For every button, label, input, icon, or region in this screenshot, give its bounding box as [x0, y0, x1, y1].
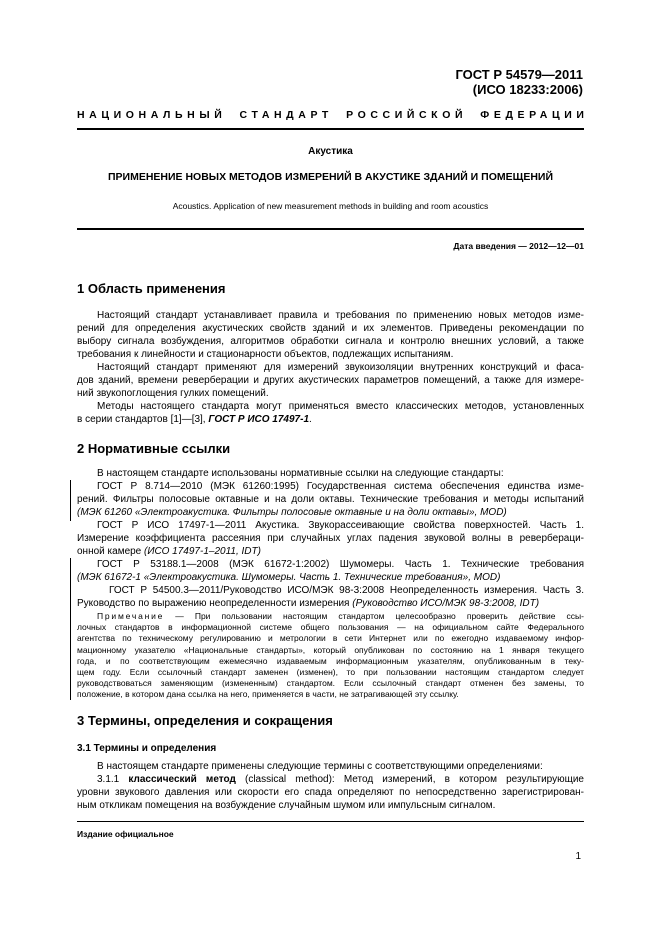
edition-label: Издание официальное: [77, 829, 174, 839]
section-1-paragraph-3: [77, 400, 584, 426]
text-line: В настоящем стандарте применены следующие термины с соответствующими определениями:: [97, 761, 543, 772]
text-line: ным откликам помещения на возбуждение случайным шумом или импульсным сигналом.: [77, 800, 496, 812]
text-line: Настоящий стандарт применяют для измерений звукоизоляции внутренних конструкций и фаса-: [97, 362, 584, 373]
text-line: в серии стандартов [1]—[3], ГОСТ Р ИСО 17497-1.: [77, 414, 312, 426]
text-line: ГОСТ Р 8.714—2010 (МЭК 61260:1995) Государственная система обеспечения единства изме-: [97, 481, 584, 492]
reference-4: [77, 584, 584, 610]
text-line: Руководство по выражению неопределенности измерения (Руководство ИСО/МЭК 98-3:2008, IDT): [77, 598, 540, 610]
section-1-paragraph-1: [77, 309, 584, 361]
note-block: [77, 611, 584, 701]
subsection-3-1-heading: 3.1 Термины и определения: [77, 743, 217, 754]
text-line: ГОСТ Р 54500.3—2011/Руководство ИСО/МЭК 98-3:2008 Неопределенность измерения. Часть 3.: [109, 585, 584, 596]
text-line: ГОСТ Р ИСО 17497-1—2011 Акустика. Звукорассеивающие свойства поверхностей. Часть 1.: [97, 520, 584, 531]
effective-date: Дата введения — 2012—12—01: [453, 241, 584, 251]
reference-2: [77, 519, 584, 558]
reference-1: [77, 480, 584, 519]
change-bar: [70, 480, 71, 521]
term-definition: [77, 773, 584, 812]
page-number: 1: [575, 851, 581, 862]
text-line: Настоящий стандарт устанавливает правила и требования по применению новых методов изме-: [97, 310, 584, 321]
standard-code: [455, 67, 583, 97]
standard-code-gost: ГОСТ Р 54579—2011: [455, 67, 583, 82]
note-line: мационному указателю «Национальные стандарты», который опубликован по состоянию на 1 января текущего: [77, 644, 584, 655]
footer-divider: [77, 821, 584, 822]
text-line: онной камере (ИСО 17497-1–2011, IDT): [77, 546, 261, 558]
note-line: положение, в котором дана ссылка на него, применяется в части, не затрагивающей эту ссылку.: [77, 689, 459, 700]
section-3-heading: 3 Термины, определения и сокращения: [77, 713, 333, 728]
note-line: руководствоваться заменяющим (измененным) стандартом. Если ссылочный стандарт отменен без замены, то: [77, 678, 584, 689]
text-line: выбору сигнала возбуждения, алгоритмов обработки сигнала и контролю внешних условий, а также: [77, 336, 584, 348]
note-line: лочных стандартов в информационной системе общего пользования — на официальном сайте Федерального: [77, 622, 584, 633]
section-2-heading: 2 Нормативные ссылки: [77, 441, 231, 456]
text-line: уровни звукового давления или скорости его спада определяют по непосредственно зарегистрирован-: [77, 787, 584, 799]
banner-word: ФЕДЕРАЦИИ: [480, 109, 589, 121]
text-line: В настоящем стандарте использованы нормативные ссылки на следующие стандарты:: [97, 468, 504, 479]
reference-link: ГОСТ Р ИСО 17497-1: [208, 414, 310, 426]
document-title: ПРИМЕНЕНИЕ НОВЫХ МЕТОДОВ ИЗМЕРЕНИЙ В АКУСТИКЕ ЗДАНИЙ И ПОМЕЩЕНИЙ: [107, 171, 553, 183]
title-divider: [77, 228, 584, 230]
english-title: Acoustics. Application of new measurement methods in building and room acoustics: [172, 201, 489, 211]
text-line: Измерение коэффициента рассеяния при случайных углах падения звуковой волны в ревербераци-: [77, 533, 584, 545]
national-standard-banner: [77, 109, 589, 121]
text-line: 3.1.1 классический метод (classical method): Метод измерений, в котором результирующие: [97, 774, 584, 785]
section-3-intro: [77, 760, 584, 773]
note-line: года, и по соответствующим ежемесячно издаваемым информационным указателям, опубликованным в теку-: [77, 655, 584, 666]
subject-heading: Акустика: [308, 146, 353, 157]
term-name: классический метод: [128, 774, 236, 785]
note-label: Примечание: [97, 611, 165, 621]
top-divider: [77, 128, 584, 130]
change-bar: [70, 610, 71, 700]
text-line: (МЭК 61672-1 «Электроакустика. Шумомеры. Часть 1. Технические требования», MOD): [77, 572, 501, 584]
text-line: рений. Фильтры полосовые октавные и на доли октавы. Технические требования и методы испытаний: [77, 494, 584, 506]
text-line: дов зданий, времени реверберации и других акустических параметров помещений, а также для измере-: [77, 375, 584, 387]
reference-3: [77, 558, 584, 584]
banner-word: НАЦИОНАЛЬНЫЙ: [77, 109, 227, 121]
banner-word: РОССИЙСКОЙ: [346, 109, 468, 121]
section-1-heading: 1 Область применения: [77, 281, 226, 296]
text-line: требования к линейности и стационарности объектов, подлежащих испытаниям.: [77, 349, 454, 361]
banner-word: СТАНДАРТ: [239, 109, 333, 121]
text-line: рений для определения акустических свойств зданий и их элементов. Приведены рекомендации по: [77, 323, 584, 335]
note-line: Примечание — При пользовании настоящим стандартом целесообразно проверить действие ссы-: [97, 611, 584, 621]
section-2-intro: [77, 467, 584, 480]
text-line: ГОСТ Р 53188.1—2008 (МЭК 61672-1:2002) Шумомеры. Часть 1. Технические требования: [97, 559, 584, 570]
text-line: (МЭК 61260 «Электроакустика. Фильтры полосовые октавные и на доли октавы», MOD): [77, 507, 507, 519]
note-line: агентства по техническому регулированию и метрологии в сети Интернет или по ежегодно издаваемому инфор-: [77, 633, 584, 644]
standard-code-iso: (ИСО 18233:2006): [472, 82, 583, 97]
text-line: ний звукопоглощения гулких помещений.: [77, 388, 269, 400]
section-1-paragraph-2: [77, 361, 584, 400]
note-line: щем году. Если ссылочный стандарт заменен (изменен), то при пользовании настоящим стандартом следует: [77, 667, 584, 678]
text-line: Методы настоящего стандарта могут применяться вместо классических методов, установленных: [97, 401, 584, 412]
